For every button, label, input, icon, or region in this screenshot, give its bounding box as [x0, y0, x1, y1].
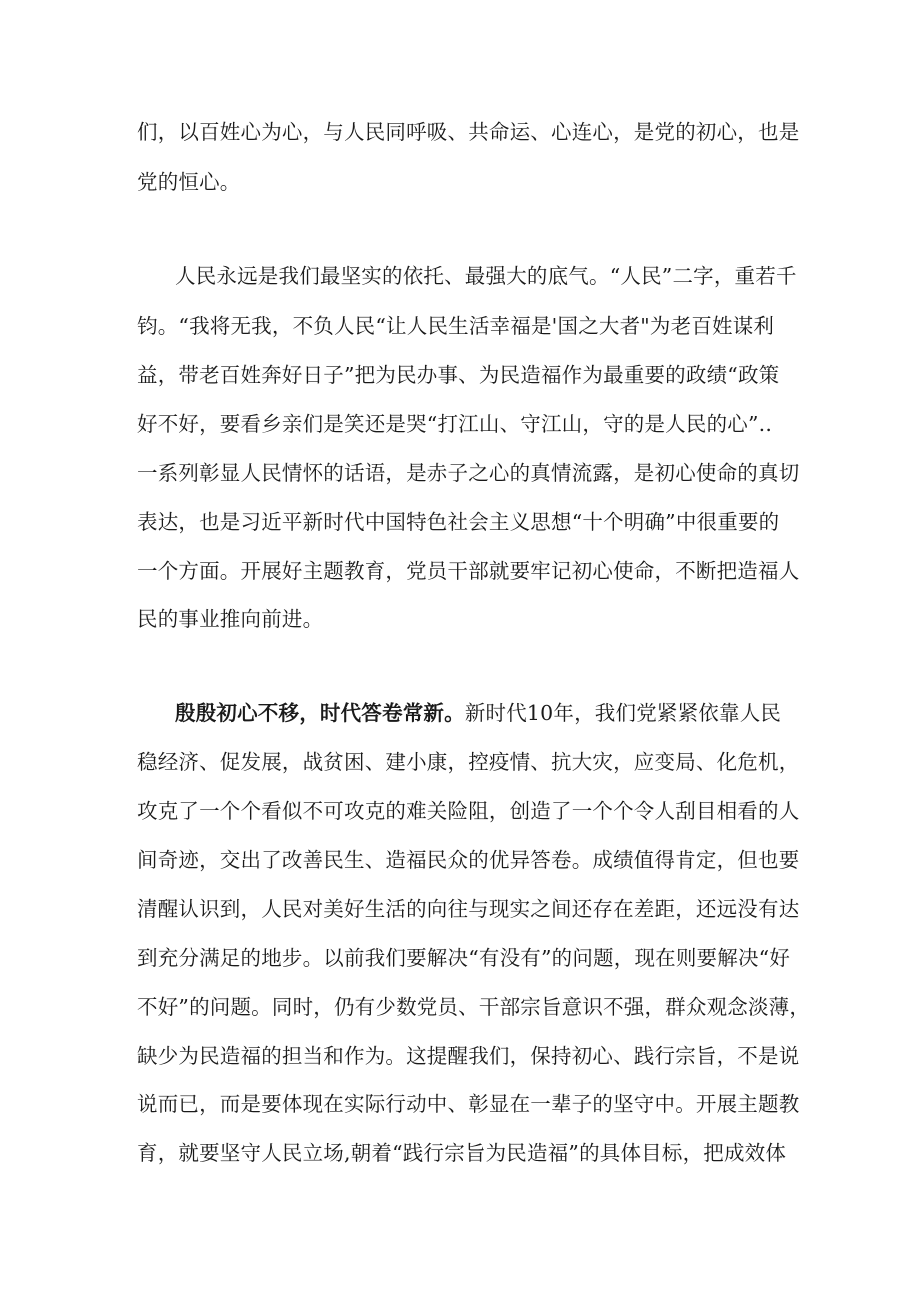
paragraph-3-line-1 — [175, 701, 781, 725]
paragraph-3-lead-heading: 殷殷初心不移，时代答卷常新。 — [175, 701, 465, 725]
paragraph-2-line-3: 益，带老百姓奔好日子”把为民办事、为民造福作为最重要的政绩“政策 — [137, 363, 780, 387]
paragraph-2-line-5: 一系列彰显人民情怀的话语，是赤子之心的真情流露，是初心使命的真切 — [137, 461, 800, 485]
paragraph-2-line-7: 一个方面。开展好主题教育，党员干部就要牢记初心使命，不断把造福人 — [137, 559, 800, 583]
paragraph-3-line-5: 清醒认识到，人民对美好生活的向往与现实之间还存在差距，还远没有达 — [137, 897, 800, 921]
paragraph-3-line-3: 攻克了一个个看似不可攻克的难关险阻，创造了一个个令人刮目相看的人 — [137, 799, 800, 823]
paragraph-1-line-1: 们，以百姓心为心，与人民同呼吸、共命运、心连心，是党的初心，也是 — [137, 120, 800, 144]
paragraph-3-line-2: 稳经济、促发展，战贫困、建小康，控疫情、抗大灾，应变局、化危机， — [137, 750, 800, 774]
paragraph-3-line-6: 到充分满足的地步。以前我们要解决“有没有”的问题，现在则要解决“好 — [137, 946, 791, 970]
paragraph-3-lead-rest: 新时代10年，我们党紧紧依靠人民 — [464, 701, 782, 725]
paragraph-3-line-10: 育，就要坚守人民立场,朝着“践行宗旨为民造福”的具体目标，把成效体 — [137, 1141, 787, 1165]
paragraph-3-line-4: 间奇迹，交出了改善民生、造福民众的优异答卷。成绩值得肯定，但也要 — [137, 848, 800, 872]
paragraph-2-line-4: 好不好，要看乡亲们是笑还是哭“打江山、守江山，守的是人民的心”.. — [137, 412, 773, 436]
paragraph-2-line-8: 民的事业推向前进。 — [137, 607, 324, 631]
paragraph-2-line-6: 表达，也是习近平新时代中国特色社会主义思想“十个明确”中很重要的 — [137, 510, 780, 534]
paragraph-1-line-2: 党的恒心。 — [137, 170, 241, 194]
paragraph-2-line-1: 人民永远是我们最坚实的依托、最强大的底气。“人民”二字，重若千 — [175, 264, 797, 288]
paragraph-3-line-9: 说而已，而是要体现在实际行动中、彰显在一辈子的坚守中。开展主题教 — [137, 1092, 800, 1116]
paragraph-2-line-2: 钧。“我将无我，不负人民“让人民生活幸福是'国之大者"为老百姓谋利 — [137, 314, 775, 338]
paragraph-3-line-8: 缺少为民造福的担当和作为。这提醒我们，保持初心、践行宗旨，不是说 — [137, 1044, 800, 1068]
paragraph-3-line-7: 不好”的问题。同时，仍有少数党员、干部宗旨意识不强，群众观念淡薄， — [137, 995, 811, 1019]
